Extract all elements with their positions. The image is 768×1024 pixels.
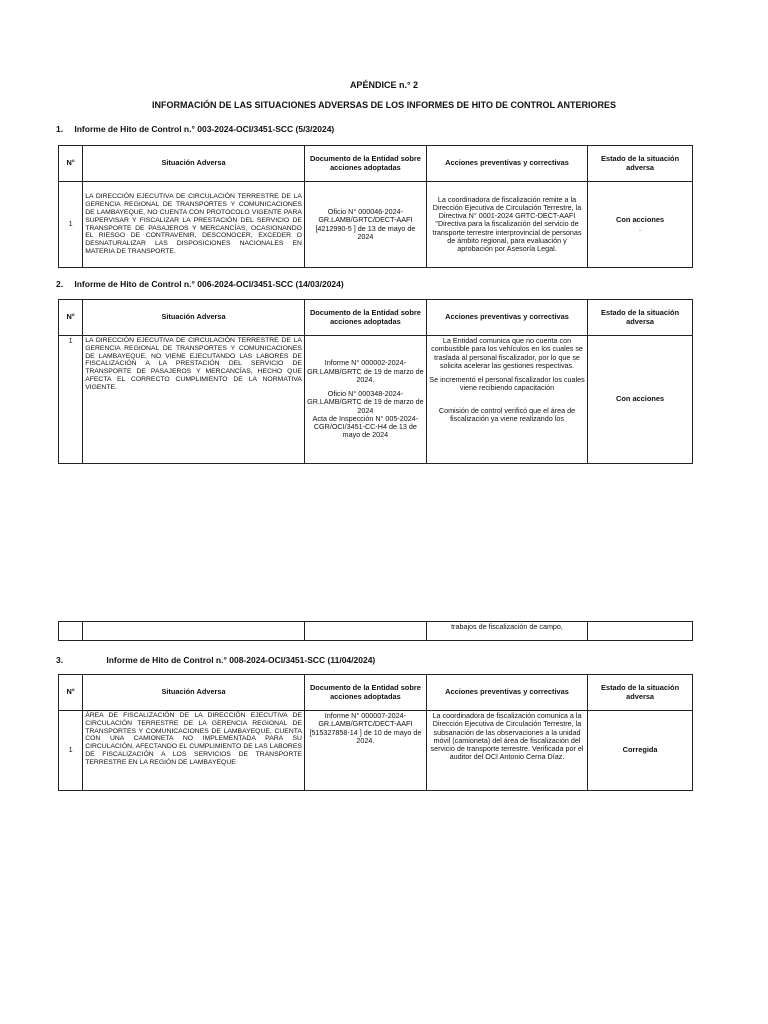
continuation-acciones: trabajos de fiscalización de campo, — [426, 622, 587, 641]
acciones-cell: La coordinadora de fiscalización remite a la Dirección Ejecutiva de Circulación Terrestre, la Directiva N° 0001-2024 GRTC-DECT-AAFI "Directiva para la fiscalización del servicio de transporte terrestre interprovincial de personas de ámbito regional, para evaluación y aprobación por Asesoría Legal. — [426, 182, 587, 268]
continuation-estado — [588, 622, 693, 641]
header-documento: Documento de la Entidad sobre acciones adoptadas — [304, 300, 426, 336]
header-situacion: Situación Adversa — [83, 146, 305, 182]
acciones-cell — [426, 336, 587, 464]
header-situacion: Situación Adversa — [83, 300, 305, 336]
header-documento: Documento de la Entidad sobre acciones adoptadas — [304, 146, 426, 182]
table-header-row — [59, 675, 693, 711]
row-number: 1 — [59, 711, 83, 791]
documento-3: Acta de Inspección N° 005-2024-CGR/OCI/3451-CC-H4 de 13 de mayo de 2024 — [312, 413, 419, 440]
main-title: INFORMACIÓN DE LAS SITUACIONES ADVERSAS DE LOS INFORMES DE HITO DE CONTROL ANTERIORES — [151, 100, 617, 110]
section-3-number: 3. — [56, 655, 64, 665]
continuation-situacion — [83, 622, 305, 641]
table-header-row — [59, 146, 693, 182]
situacion-cell: LA DIRECCIÓN EJECUTIVA DE CIRCULACIÓN TERRESTRE DE LA GERENCIA REGIONAL DE TRANSPORTES Y COMUNICACIONES DE LAMBAYEQUE, NO VIENE EJECUTANDO LAS LABORES DE FISCALIZACIÓN A LA PRESTACIÓN DEL SERVICIO DE TRANSPORTE DE PASAJEROS Y MERCANCÍAS, HECHO QUE AFECTA EL CORRECTO CUMPLIMIENTO DE LA NORMATIVA VIGENTE. — [83, 336, 305, 464]
header-estado: Estado de la situación adversa — [588, 300, 693, 336]
acciones-cell: La coordinadora de fiscalización comunica a la Dirección Ejecutiva de Circulación Terrestre, la subsanación de las observaciones a la unidad móvil (camioneta) del área de fiscalización del servicio de transporte terrestre. Verificada por el auditor del OCI Antonio Cerna Díaz. — [426, 711, 587, 791]
row-number: 1 — [59, 182, 83, 268]
accion-2: Se incrementó el personal fiscalizador los cuales viene recibiendo capacitación — [429, 375, 585, 393]
estado-cell: Corregida — [588, 711, 693, 791]
estado-cell — [588, 182, 693, 268]
estado-label: Con acciones — [616, 214, 665, 224]
section-1-heading — [56, 124, 334, 134]
section-2-number: 2. — [56, 279, 64, 289]
header-num: N° — [59, 300, 83, 336]
table-row — [59, 182, 693, 268]
header-acciones: Acciones preventivas y correctivas — [426, 675, 587, 711]
table-row — [59, 711, 693, 791]
table-row — [59, 622, 693, 641]
table-header-row — [59, 300, 693, 336]
header-num: N° — [59, 675, 83, 711]
header-acciones: Acciones preventivas y correctivas — [426, 300, 587, 336]
documento-cell: Oficio N° 000046-2024-GR.LAMB/GRTC/DECT-AAFI [4212990-5 ] de 13 de mayo de 2024 — [304, 182, 426, 268]
section-2-continuation-table — [58, 621, 693, 641]
table-row — [59, 336, 693, 464]
section-3-title: Informe de Hito de Control n.° 008-2024-OCI/3451-SCC (11/04/2024) — [106, 655, 376, 665]
continuation-documento — [304, 622, 426, 641]
continuation-num — [59, 622, 83, 641]
documento-cell — [304, 336, 426, 464]
section-3-table — [58, 674, 693, 791]
section-1-table — [58, 145, 693, 268]
documento-1: Informe N° 000002-2024-GR.LAMB/GRTC de 19 de marzo de 2024. — [307, 358, 424, 384]
header-acciones: Acciones preventivas y correctivas — [426, 146, 587, 182]
header-estado: Estado de la situación adversa — [588, 146, 693, 182]
section-2-heading — [56, 279, 344, 289]
section-1-title: Informe de Hito de Control n.° 003-2024-OCI/3451-SCC (5/3/2024) — [74, 124, 335, 134]
header-documento: Documento de la Entidad sobre acciones adoptadas — [304, 675, 426, 711]
row-number: 1 — [59, 336, 83, 464]
appendix-title: APÉNDICE n.° 2 — [349, 80, 419, 90]
documento-cell: Informe N° 000007-2024-GR.LAMB/GRTC/DECT-AAFI [515327858-14 ] de 10 de mayo de 2024. — [304, 711, 426, 791]
header-situacion: Situación Adversa — [83, 675, 305, 711]
section-2-table — [58, 299, 693, 464]
situacion-cell: ÁREA DE FISCALIZACIÓN DE LA DIRECCIÓN EJECUTIVA DE CIRCULACIÓN TERRESTRE DE LA GERENCIA REGIONAL DE TRANSPORTES Y COMUNICACIONES DE LAMBAYEQUE, CUENTA CON UNA CAMIONETA NO IMPLEMENTADA PARA SU CIRCULACIÓN, AFECTANDO EL CUMPLIMIENTO DE LAS LABORES DE FISCALIZACIÓN A LOS SERVICIOS DE TRANSPORTE TERRESTRE EN LA REGIÓN DE LAMBAYEQUE — [83, 711, 305, 791]
section-2-title: Informe de Hito de Control n.° 006-2024-OCI/3451-SCC (14/03/2024) — [74, 279, 344, 289]
header-estado: Estado de la situación adversa — [588, 675, 693, 711]
accion-1: La Entidad comunica que no cuenta con combustible para los vehículos en los cuales se traslada al personal fiscalizador, por lo que se solicita acelerar las gestiones respectivas. — [431, 336, 583, 370]
header-num: N° — [59, 146, 83, 182]
estado-cell: Con acciones — [588, 336, 693, 464]
section-3-heading — [56, 655, 375, 665]
documento-2: Oficio N° 000348-2024-GR.LAMB/GRTC de 19 de marzo de 2024 — [307, 389, 424, 415]
estado-mark: . — [639, 223, 642, 233]
accion-3: Comisión de control verificó que el área de fiscalización ya viene realizando los — [438, 405, 576, 423]
section-1-number: 1. — [56, 124, 64, 134]
situacion-cell: LA DIRECCIÓN EJECUTIVA DE CIRCULACIÓN TERRESTRE DE LA GERENCIA REGIONAL DE TRANSPORTES Y COMUNICACIONES DE LAMBAYEQUE, NO CUENTA CON PROTOCOLO VIGENTE PARA SUPERVISAR Y FISCALIZAR LA PRESTACIÓN DEL SERVICIO DE TRANSPORTE DE PASAJEROS Y MERCANCÍAS, OCASIONANDO EL RIESGO DE CONTRAVENIR, DESCONOCER, EXCEDER O DESNATURALIZAR LAS DISPOSICIONES NACIONALES EN MATERIA DE TRANSPORTE. — [83, 182, 305, 268]
